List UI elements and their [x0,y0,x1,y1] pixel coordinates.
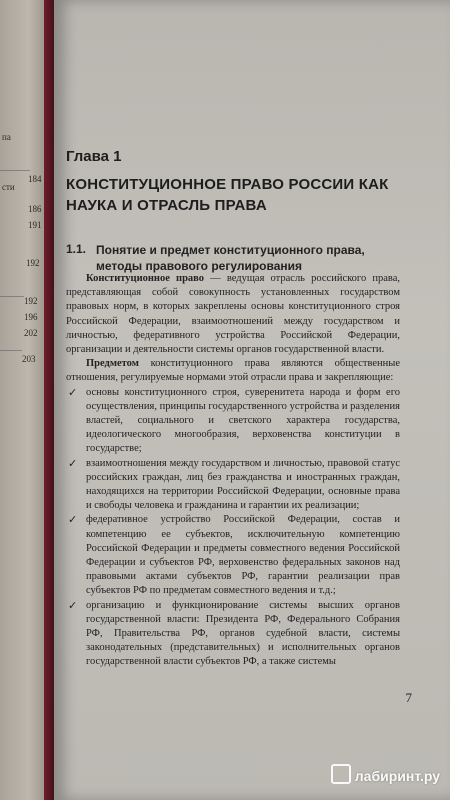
left-page-dotted-line [0,296,24,297]
left-page-fragment: 202 [24,328,38,338]
list-item-text: организацию и функционирование системы высших органов государственной власти: Президента РФ, Федерального Собрания РФ, Правительства РФ, органов судебной власти, системы законодательных (представительных) и исполнительных органов государственной власти субъектов РФ, а также системы [86,599,400,668]
left-page-fragment: 196 [24,312,38,322]
watermark [331,764,440,784]
left-page-fragment: 192 [26,258,40,268]
paragraph-definition [66,272,400,357]
page-number: 7 [405,690,412,705]
subject-text: конституционного права являются общественные отношения, регулируемые нормами этой отрасли права и закрепляющие: [66,358,400,384]
checkmark-icon: ✓ [68,456,78,470]
book-page [54,0,450,800]
left-page-fragment: па [2,132,11,142]
term-constitutional-law: Конституционное право [86,273,205,284]
list-item [66,599,400,670]
chapter-title: КОНСТИТУЦИОННОЕ ПРАВО РОССИИ КАК НАУКА И ОТРАСЛЬ ПРАВА [66,176,389,214]
left-page-dotted-line [0,350,22,351]
watermark-text: лабиринт.ру [354,768,440,784]
list-item [66,386,400,457]
left-page-dotted-line [0,170,30,171]
definition-text: — ведущая отрасль российского права, представляющая собой совокупность установленных государством правовых норм, в которых закреплены основы конституционного строя Российской Федерации, взаимоотношений между государством и личностью, федеративного устройства Российской Федерации, организации и деятельности системы органов государственной власти. [66,273,400,356]
list-item-text: федеративное устройство Российской Федерации, состав и компетенцию ее субъектов, исключительную компетенцию Российской Федерации и предметы совместного ведения Российской Федерации и субъектов РФ, верховенство федеральных законов над правовыми актами субъектов РФ, гарантии реализации прав субъектов РФ по предметам совместного ведения и т.д.; [86,514,400,597]
left-page-fragment: 184 [28,174,42,184]
list-item [66,513,400,598]
paragraph-subject [66,357,400,385]
list-item [66,457,400,514]
section-number: 1.1. [66,242,87,256]
subject-list [66,386,400,670]
list-item-text: основы конституционного строя, суверенитета народа и форм его осуществления, принципы государственного устройства и разделения властей, социального и светского характера государства, идеологического многообразия, верховенства конституции в государстве; [86,386,400,455]
left-page-fragment: 203 [22,354,36,364]
left-page-fragment: 191 [28,220,42,230]
left-page-fragment: 192 [24,296,38,306]
checkmark-icon: ✓ [68,513,78,527]
checkmark-icon: ✓ [68,385,78,399]
labirint-logo-icon [331,764,351,784]
term-subject: Предметом [86,358,139,370]
section-title: Понятие и предмет конституционного права, методы правового регулирования [96,243,365,273]
checkmark-icon: ✓ [68,598,78,612]
left-page-fragment: 186 [28,204,42,214]
list-item-text: взаимоотношения между государством и личностью, правовой статус российских граждан, лиц без гражданства и иностранных граждан, находящихся на территории Российской Федерации, основные права и свободы человека и гражданина и гарантии их реализации; [86,457,400,512]
chapter-number: Глава 1 [66,148,122,165]
left-page-fragment: сти [2,182,15,192]
body-text [66,272,400,670]
